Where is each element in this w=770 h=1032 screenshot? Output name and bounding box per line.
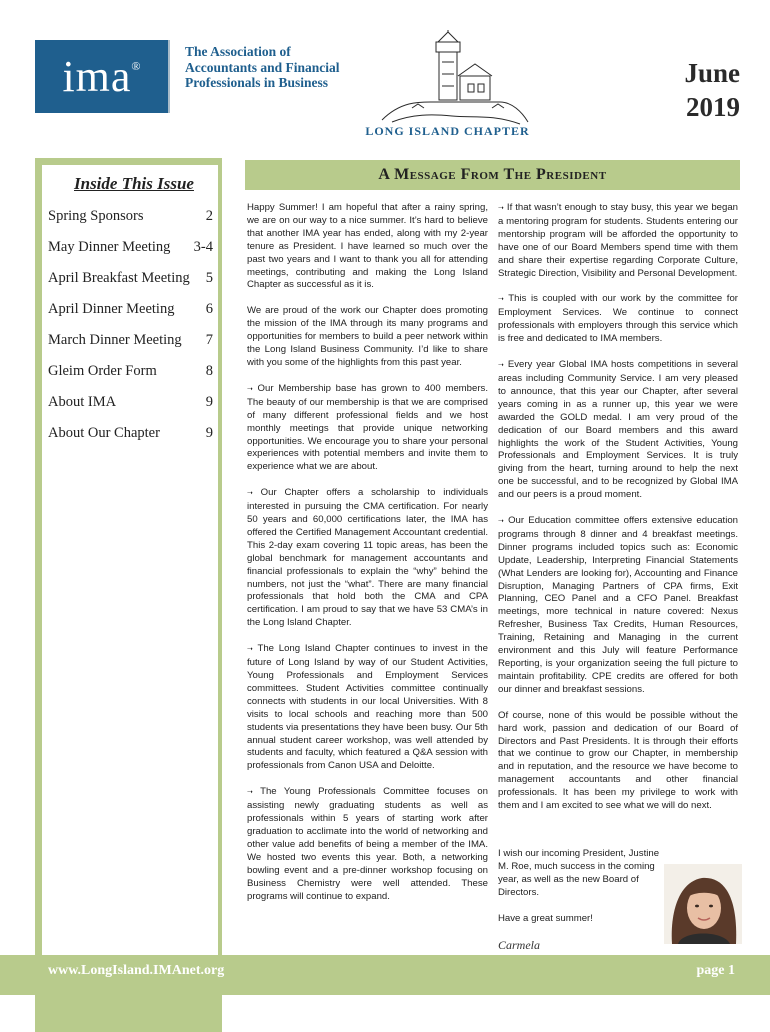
toc-item-label: About IMA	[48, 394, 117, 410]
article-bullet-paragraph: ➝ This is coupled with our work by the committee for Employment Services. We continue to connect professionals with employers through this service which is free and dedicated to IMA members.	[498, 293, 738, 345]
toc-item[interactable]	[48, 425, 213, 449]
toc-item-label: Spring Sponsors	[48, 208, 144, 224]
toc-item-page: 3-4	[193, 239, 213, 255]
logo-divider	[168, 40, 170, 113]
toc-item-label: About Our Chapter	[48, 425, 160, 441]
closing-paragraph: I wish our incoming President, Justine M. Roe, much success in the coming year, as well as the new Board of Directors.	[498, 848, 660, 898]
article-paragraph: Happy Summer! I am hopeful that after a rainy spring, we are on our way to a nice summer. It’s hard to believe that another IMA year has ended, along with my 2-year tenure as President. I have learned so much over the past two years and I want to thank you all for attending meetings, contributing and making the Long Island Chapter as successful as it is.	[247, 202, 488, 291]
toc-item-page: 7	[205, 332, 213, 348]
issue-date	[640, 56, 740, 124]
toc-item[interactable]	[48, 239, 213, 263]
website-link[interactable]: www.LongIsland.IMAnet.org	[48, 963, 225, 978]
toc-item-page: 5	[205, 270, 213, 286]
arrow-bullet-icon: ➝	[247, 385, 253, 393]
signoff: Have a great summer!	[498, 912, 593, 924]
lighthouse-illustration	[372, 30, 532, 130]
article-paragraph: Of course, none of this would be possible without the hard work, passion and dedication of our Board of Directors and Past Presidents. It is through their efforts that we continue to grow our Chapter, in membership and in reputation, and the resource we have become to management accountants and other financial professionals. It has been my privilege to work with them and I am excited to see what we will do next.	[498, 709, 738, 812]
article-bullet-paragraph: ➝ Our Education committee offers extensive education programs through 8 dinner and 4 breakfast meetings. Dinner programs included topics such as: Economic Update, Leadership, Interpreting Financial Statements (What Lenders are looking for), Accounting and Finance Disruption, Managing Partners of CPA firms, Exit Planning, CEO Panel and a CFO Panel. Breakfast meetings, more technical in nature covered: Nexus Refresher, Business Tax Credits, Human Resources, Training, Retaining and Managing in the current environment and this July will feature Performance Reporting, is your organization seeing the full picture to maintain profitability. CPE credits are offered for both our dinner and breakfast sessions.	[498, 515, 738, 695]
arrow-bullet-icon: ➝	[247, 789, 253, 797]
toc-item-page: 8	[205, 363, 213, 379]
article-bullet-paragraph: ➝ Our Chapter offers a scholarship to individuals interested in pursuing the CMA certification. For nearly 50 years and 60,000 certifications later, the IMA has offered the Certified Management Accountant credential. This 2-day exam covering 11 topic areas, has been the global benchmark for management accountants and financial professionals to explain the “why” behind the numbers, not just the “what”. There are many financial professionals that hold both the CMA and CPA certification. I am proud to say that we have 53 CMA’s in the Long Island Chapter.	[247, 487, 488, 629]
toc-item-page: 6	[205, 301, 213, 317]
page-number: page 1	[696, 963, 735, 978]
arrow-bullet-icon: ➝	[498, 296, 504, 304]
toc-item-page: 9	[205, 425, 213, 441]
toc-item[interactable]	[48, 208, 213, 232]
toc-item-label: May Dinner Meeting	[48, 239, 171, 255]
message-title-bar	[245, 160, 740, 190]
toc-item[interactable]	[48, 394, 213, 418]
toc-item-page: 2	[205, 208, 213, 224]
toc-item-page: 9	[205, 394, 213, 410]
toc-item-label: March Dinner Meeting	[48, 332, 182, 348]
issue-year: 2019	[686, 92, 740, 122]
closing-block	[498, 848, 663, 964]
ima-logo	[35, 40, 169, 113]
inside-issue-title: Inside This Issue	[74, 174, 194, 193]
article-paragraph: We are proud of the work our Chapter does promoting the mission of the IMA through its many programs and opportunities for members to build a peer network within the Long Island Business Community. I’d like to share with you some of the highlights from this past year.	[247, 305, 488, 368]
toc-item-label: April Dinner Meeting	[48, 301, 175, 317]
arrow-bullet-icon: ➝	[498, 205, 504, 212]
toc-item-label: Gleim Order Form	[48, 363, 157, 379]
toc-item[interactable]	[48, 270, 213, 294]
issue-month: June	[684, 58, 740, 88]
chapter-name: LONG ISLAND CHAPTER	[365, 124, 530, 138]
arrow-bullet-icon: ➝	[247, 646, 253, 654]
toc-item[interactable]	[48, 301, 213, 325]
article-left-column	[247, 202, 488, 916]
arrow-bullet-icon: ➝	[247, 490, 253, 498]
toc-item[interactable]	[48, 363, 213, 387]
signature: Carmela	[498, 937, 540, 952]
article-bullet-paragraph: ➝ Our Membership base has grown to 400 members. The beauty of our membership is that we are comprised of many different professional fields and we host monthly meetings that provide unique networking opportunities. We encourage you to share your personal experiences with potential members and invite them to experience what we are about.	[247, 382, 488, 473]
president-photo	[664, 864, 742, 944]
article-right-column	[498, 202, 738, 826]
article-bullet-paragraph: ➝ Every year Global IMA hosts competitions in several areas including Community Service. I am very pleased to announce, that this year our Chapter, after several years coming in as a runner up, this year we were awarded the GOLD medal. I am very proud of the dedication of our Board members and this award highlights the work of the Student Activities, Young Professionals and Employment Services. It is truly giving from the heart, turning around to help the next one be successful, and to be recognized by Global IMA and our peers is a proud moment.	[498, 359, 738, 501]
logo-text: ima®	[62, 52, 142, 101]
article-bullet-paragraph: ➝ The Young Professionals Committee focuses on assisting newly graduating students as well as professionals within 5 years of starting work after graduation to acclimate into the world of networking and other value add benefits of being a member of the IMA. We hosted two events this year. Both, a networking bowling event and a pre-dinner workshop focusing on Business Chemistry were well attended. These programs will continue to expand.	[247, 786, 488, 902]
message-title: A Message From The President	[378, 166, 607, 183]
arrow-bullet-icon: ➝	[498, 362, 504, 370]
toc-item[interactable]	[48, 332, 213, 356]
organization-name: The Association of Accountants and Financial Professionals in Business	[185, 44, 340, 90]
article-bullet-paragraph: ➝ If that wasn’t enough to stay busy, this year we began a mentoring program for students. Students entering our mentorship program will be afforded the opportunity to have one of our Board Members spend time with them and share their expertise regarding Corporate Culture, Strategic Direction, Visibility and Personal Development.	[498, 202, 738, 279]
arrow-bullet-icon: ➝	[498, 518, 504, 526]
article-bullet-paragraph: ➝ The Long Island Chapter continues to invest in the future of Long Island by way of our Student Activities, Young Professionals and Employment Services committees. Student Activities committee continually connects with students in our local Universities. With 8 visits to local schools and reaching more than 500 students via presentations they have been busy. Our 5th annual student career workshop, was well attended by students and faculty, which featured a Q&A session with professionals from Canon USA and Deloitte.	[247, 643, 488, 772]
toc-item-label: April Breakfast Meeting	[48, 270, 190, 286]
